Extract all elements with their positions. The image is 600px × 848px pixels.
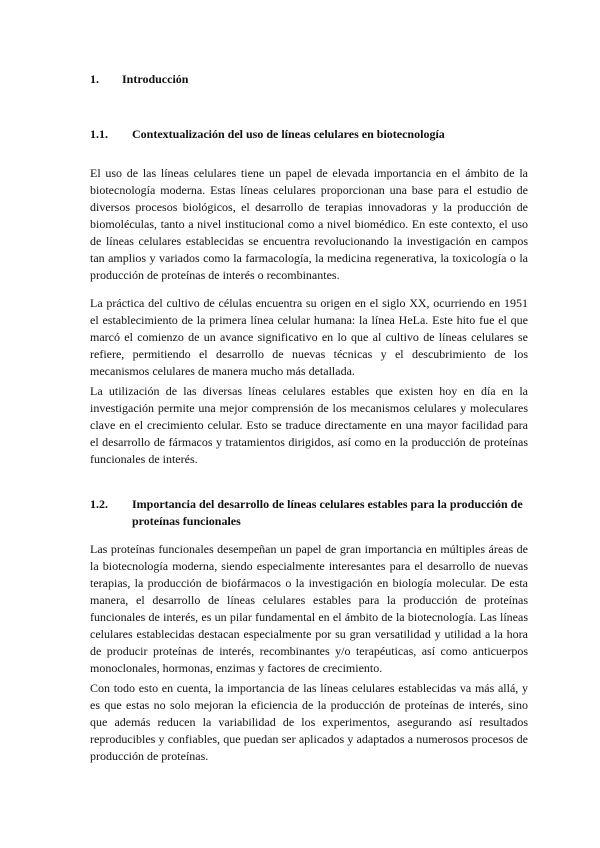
heading-number: 1. [90,72,99,86]
paragraph: El uso de las líneas celulares tiene un papel de elevada importancia en el ámbito de la biotecnología moderna. Estas líneas celulares proporcionan una base para el estudio de diversos procesos biológicos, el desarrollo de terapias innovadoras y la producción de biomoléculas, tanto a nivel institucional como a nivel biomédico. En este contexto, el uso de líneas celulares establecidas se encuentra revolucionando la investigación en campos tan amplios y variados como la farmacología, la medicina regenerativa, la toxicología o la producción de proteínas de interés o recombinantes. [90,166,528,282]
paragraph: Las proteínas funcionales desempeñan un papel de gran importancia en múltiples áreas de la biotecnología moderna, siendo especialmente interesantes para el desarrollo de nuevas terapias, la producción de biofármacos o la investigación en biología molecular. De esta manera, el desarrollo de líneas celulares estables para la producción de proteínas funcionales de interés, es un pilar fundamental en el ámbito de la biotecnología. Las líneas celulares establecidas destacan especialmente por su gran versatilidad y utilidad a la hora de producir proteínas de interés, recombinantes y/o terapéuticas, así como anticuerpos monoclonales, hormonas, enzimas y factores de crecimiento. [90,542,528,675]
paragraph: Con todo esto en cuenta, la importancia de las líneas celulares establecidas va más allá, y es que estas no solo mejoran la eficiencia de la producción de proteínas de interés, sino que además reducen la variabilidad de los experimentos, asegurando así resultados reproducibles y confiables, que puedan ser aplicados y adaptados a numerosos procesos de producción de proteínas. [90,681,528,763]
heading-introduccion [90,72,188,87]
section-title: Contextualización del uso de líneas celulares en biotecnología [132,127,445,141]
paragraph: La utilización de las diversas líneas celulares estables que existen hoy en día en la investigación permite una mejor comprensión de los mecanismos celulares y moleculares clave en el crecimiento celular. Esto se traduce directamente en una mayor facilidad para el desarrollo de fármacos y tratamientos dirigidos, así como en la producción de proteínas funcionales de interés. [90,384,528,466]
section-1-1-heading [90,126,530,143]
section-number: 1.2. [90,497,108,511]
heading-title: Introducción [122,72,189,86]
paragraph: La práctica del cultivo de células encuentra su origen en el siglo XX, ocurriendo en 1951 el establecimiento de la primera línea celular humana: la línea HeLa. Este hito fue el que marcó el comienzo de un avance significativo en lo que al cultivo de líneas celulares se refiere, permitiendo el desarrollo de nuevas técnicas y el descubrimiento de los mecanismos celulares de manera mucho más detallada. [90,296,528,378]
section-title: Importancia del desarrollo de líneas celulares estables para la producción de proteínas funcionales [132,497,523,528]
section-1-2-heading [90,496,530,530]
section-number: 1.1. [90,127,108,141]
